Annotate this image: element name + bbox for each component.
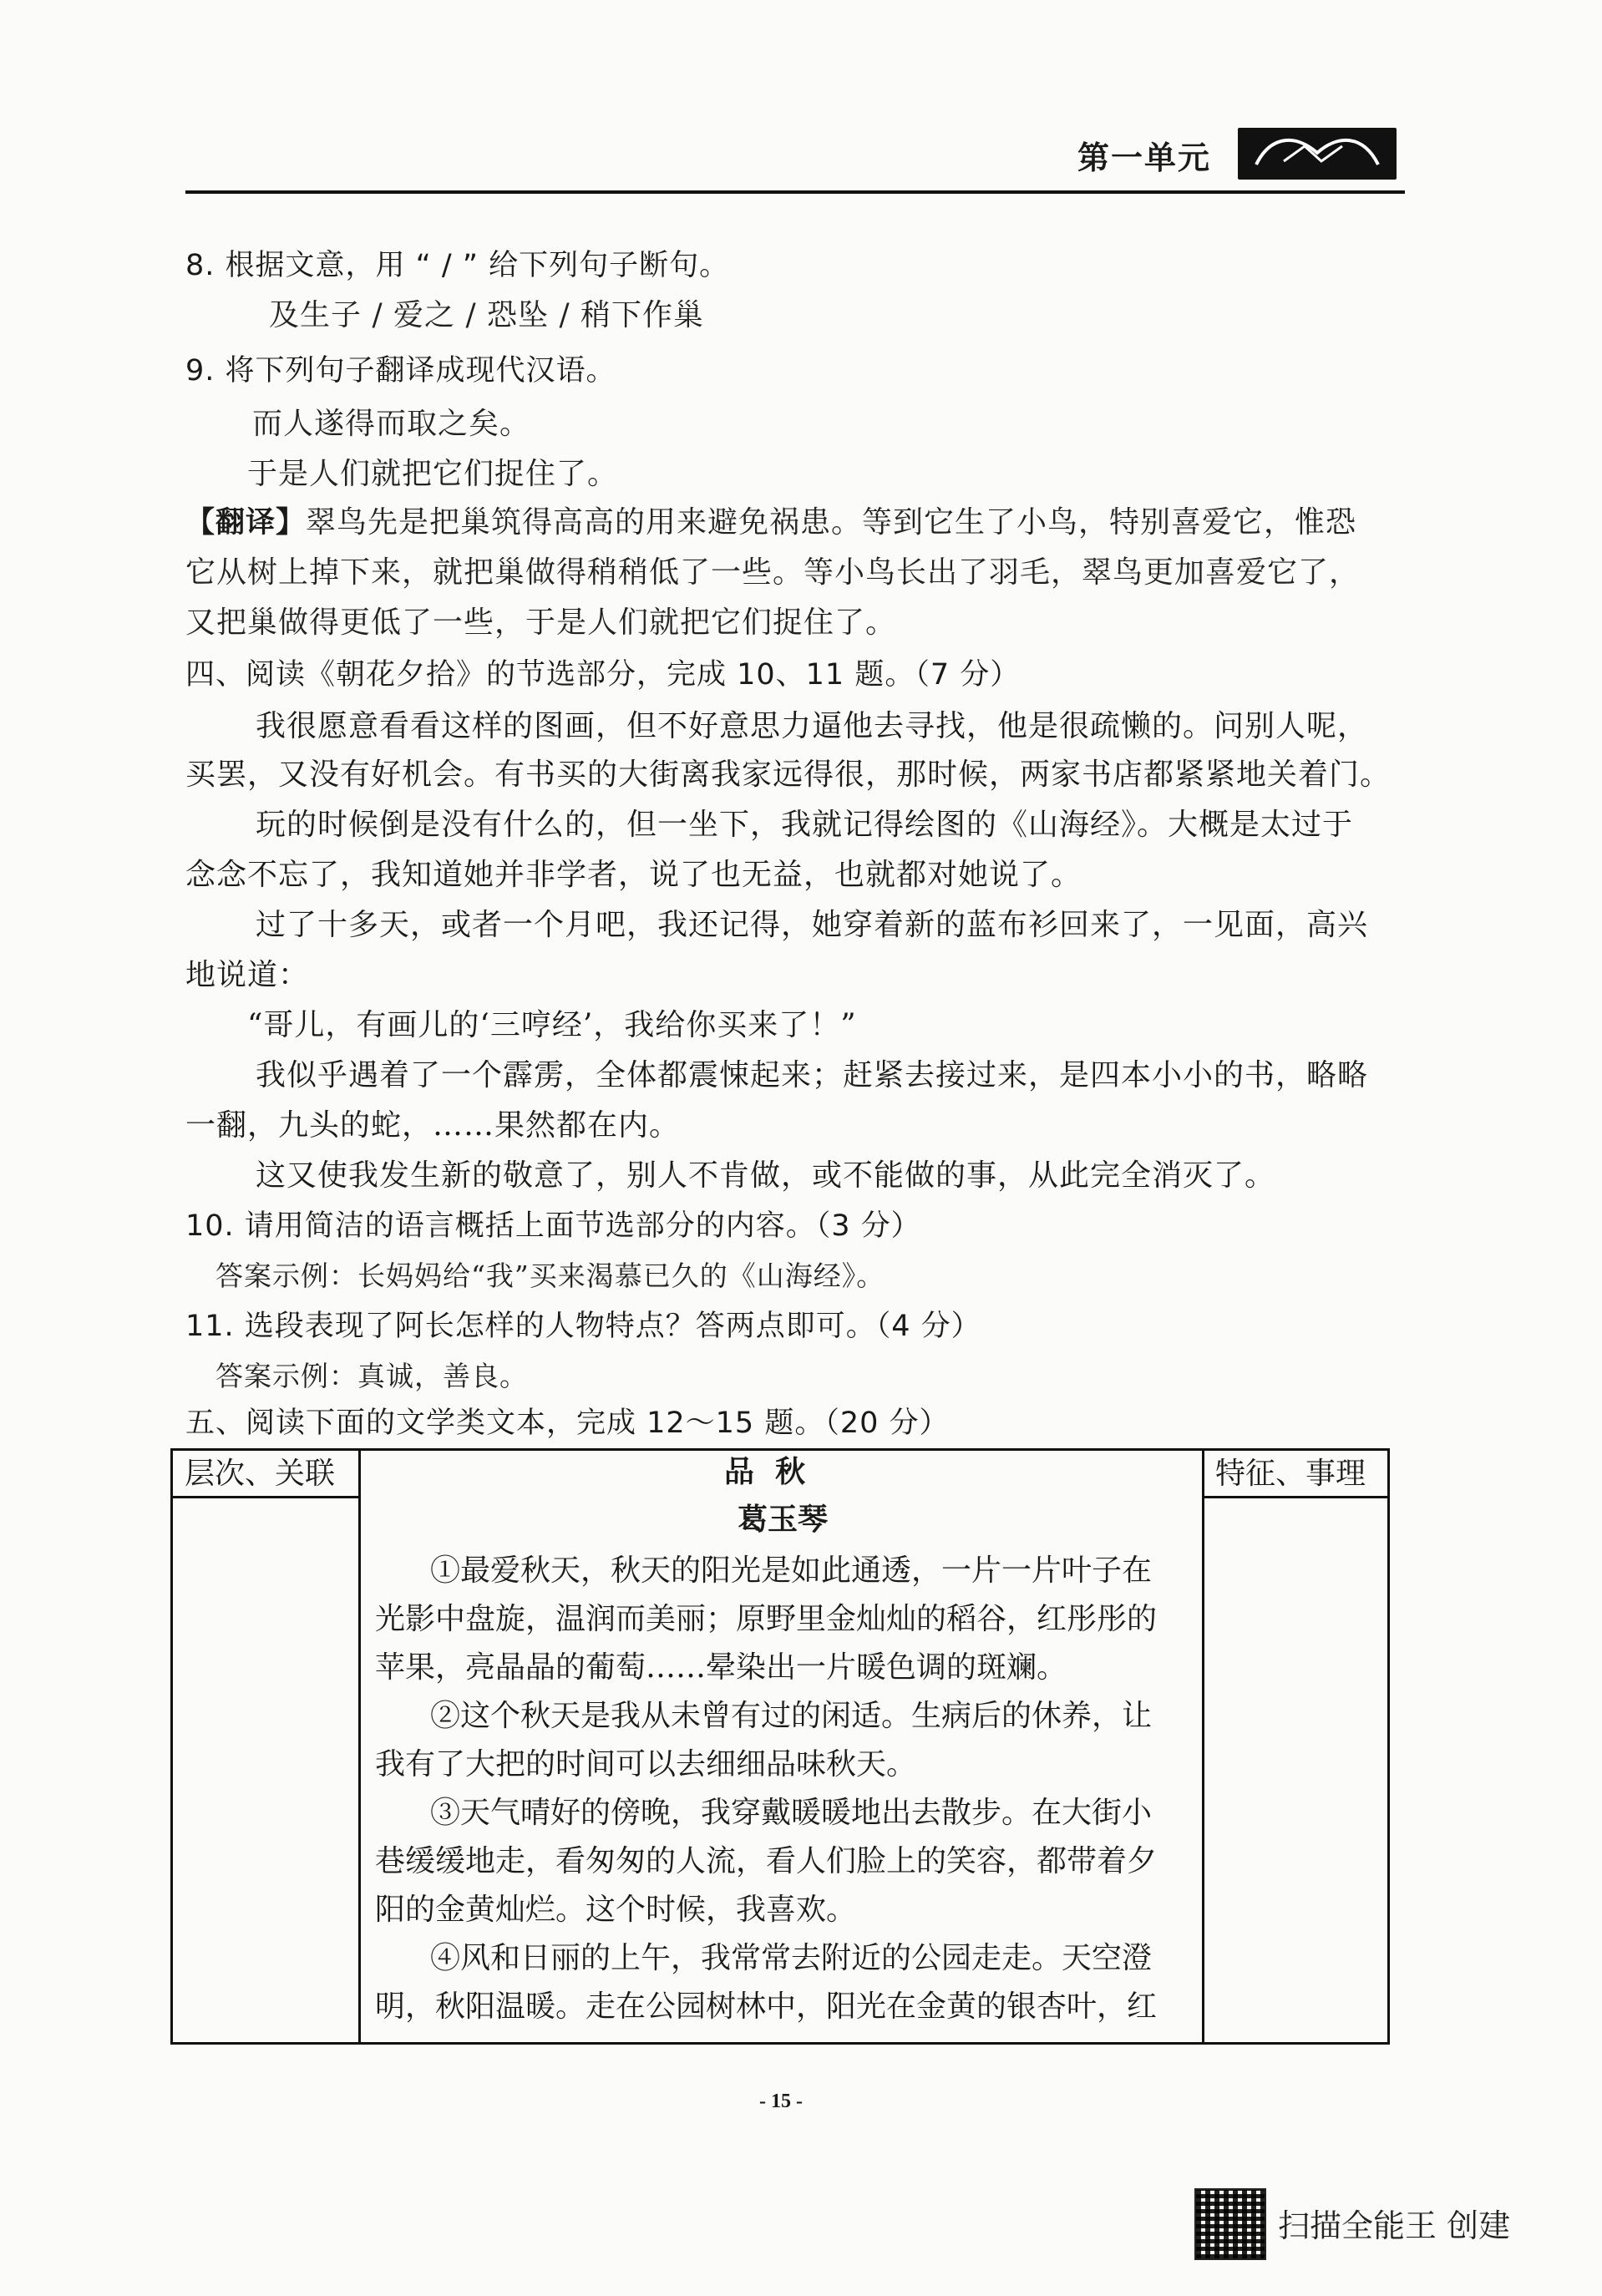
section-4-heading: 四、阅读《朝花夕拾》的节选部分，完成 10、11 题。（7 分） xyxy=(185,658,1021,692)
table-divider xyxy=(173,1496,358,1498)
translation-line: 翠鸟先是把巢筑得高高的用来避免祸患。等到它生了小鸟，特别喜爱它，惟恐 xyxy=(306,505,1357,540)
question-10-answer: 答案示例：长妈妈给“我”买来渴慕已久的《山海经》。 xyxy=(215,1260,885,1292)
passage-line: 一翻，九头的蛇，……果然都在内。 xyxy=(185,1108,681,1143)
question-10: 10. 请用简洁的语言概括上面节选部分的内容。（3 分） xyxy=(185,1209,921,1243)
question-11: 11. 选段表现了阿长怎样的人物特点？答两点即可。（4 分） xyxy=(185,1310,981,1343)
essay-line: 阳的金黄灿烂。这个时候，我喜欢。 xyxy=(375,1893,857,1927)
translation-first-line xyxy=(185,504,1356,541)
passage-line: 买罢，又没有好机会。有书买的大街离我家远得很，那时候，两家书店都紧紧地关着门。 xyxy=(185,758,1392,792)
passage-line: 这又使我发生新的敬意了，别人不肯做，或不能做的事，从此完全消灭了。 xyxy=(256,1158,1276,1193)
passage-line: 我似乎遇着了一个霹雳，全体都震悚起来；赶紧去接过来，是四本小小的书，略略 xyxy=(256,1058,1369,1092)
page-number: - 15 - xyxy=(759,2091,803,2112)
essay-line: 我有了大把的时间可以去细细品味秋天。 xyxy=(375,1747,917,1782)
table-header-right: 特征、事理 xyxy=(1215,1457,1366,1491)
qr-code-icon xyxy=(1194,2188,1266,2260)
question-9-answer: 于是人们就把它们捉住了。 xyxy=(247,457,619,491)
translation-label: 【翻译】 xyxy=(185,506,307,540)
table-divider xyxy=(1202,1496,1387,1498)
essay-title: 品 秋 xyxy=(724,1455,806,1489)
passage-line: “哥儿，有画儿的‘三哼经’，我给你买来了！” xyxy=(247,1008,857,1042)
passage-line: 玩的时候倒是没有什么的，但一坐下，我就记得绘图的《山海经》。大概是太过于 xyxy=(256,808,1354,842)
passage-line: 地说道： xyxy=(185,958,310,992)
table-header-left: 层次、关联 xyxy=(185,1457,336,1491)
essay-line: ③天气晴好的傍晚，我穿戴暖暖地出去散步。在大街小 xyxy=(430,1796,1153,1830)
table-divider xyxy=(1202,1451,1204,2042)
unit-title: 第一单元 xyxy=(1077,139,1212,176)
essay-line: 苹果，亮晶晶的葡萄……晕染出一片暖色调的斑斓。 xyxy=(375,1650,1067,1685)
essay-line: ②这个秋天是我从未曾有过的闲适。生病后的休养，让 xyxy=(430,1699,1153,1733)
publisher-logo-icon xyxy=(1238,128,1397,180)
translation-line: 它从树上掉下来，就把巢做得稍稍低了一些。等小鸟长出了羽毛，翠鸟更加喜爱它了， xyxy=(185,555,1361,590)
scanner-watermark: 扫描全能王 创建 xyxy=(1278,2207,1511,2244)
section-5-heading: 五、阅读下面的文学类文本，完成 12～15 题。（20 分） xyxy=(185,1406,950,1440)
essay-line: 光影中盘旋，温润而美丽；原野里金灿灿的稻谷，红彤彤的 xyxy=(375,1602,1158,1636)
reading-table xyxy=(170,1448,1390,2045)
passage-line: 我很愿意看看这样的图画，但不好意思力逼他去寻找，他是很疏懒的。问别人呢， xyxy=(256,709,1369,743)
passage-line: 过了十多天，或者一个月吧，我还记得，她穿着新的蓝布衫回来了，一见面，高兴 xyxy=(256,908,1369,942)
table-divider xyxy=(358,1451,361,2042)
essay-line: ①最爱秋天，秋天的阳光是如此通透，一片一片叶子在 xyxy=(430,1553,1153,1588)
essay-line: 明，秋阳温暖。走在公园树林中，阳光在金黄的银杏叶，红 xyxy=(375,1989,1158,2024)
question-8-answer: 及生子 / 爱之 / 恐坠 / 稍下作巢 xyxy=(269,298,705,332)
passage-line: 念念不忘了，我知道她并非学者，说了也无益，也就都对她说了。 xyxy=(185,858,1082,892)
translation-line: 又把巢做得更低了一些，于是人们就把它们捉住了。 xyxy=(185,606,897,640)
question-11-answer: 答案示例：真诚，善良。 xyxy=(215,1360,528,1392)
question-8: 8. 根据文意，用 “ / ” 给下列句子断句。 xyxy=(185,249,730,282)
header-divider xyxy=(185,190,1405,194)
essay-line: 巷缓缓地走，看匆匆的人流，看人们脸上的笑容，都带着夕 xyxy=(375,1844,1158,1878)
question-9: 9. 将下列句子翻译成现代汉语。 xyxy=(185,354,616,388)
essay-author: 葛玉琴 xyxy=(738,1502,829,1537)
essay-line: ④风和日丽的上午，我常常去附近的公园走走。天空澄 xyxy=(430,1941,1153,1975)
question-9-sentence: 而人遂得而取之矣。 xyxy=(252,407,531,441)
